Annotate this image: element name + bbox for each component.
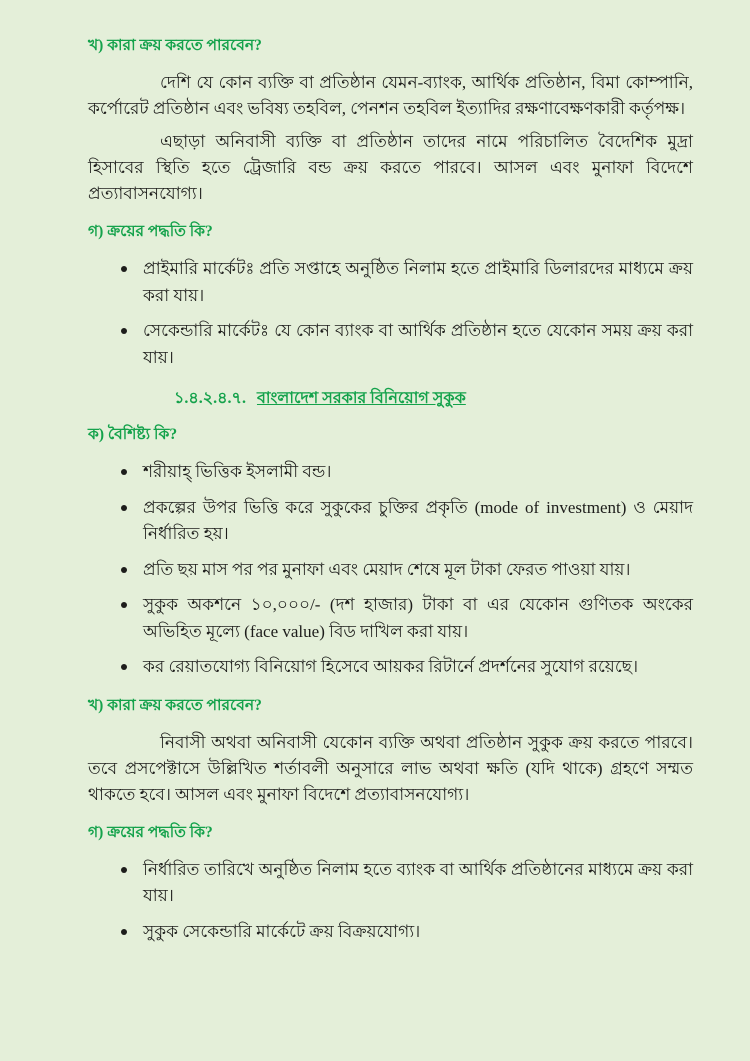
- list-item-text: শরীয়াহ্ ভিত্তিক ইসলামী বন্ড।: [143, 462, 332, 481]
- list-item: [88, 459, 693, 486]
- paragraph-resident-buyers: দেশি যে কোন ব্যক্তি বা প্রতিষ্ঠান যেমন-ব্যাংক, আর্থিক প্রতিষ্ঠান, বিমা কোম্পানি, কর্পোরেট প্রতিষ্ঠান এবং ভবিষ্য তহবিল, পেনশন তহবিল ইত্যাদির রক্ষণাবেক্ষণকারী কর্তৃপক্ষ।: [88, 73, 693, 118]
- list-item: [88, 919, 693, 946]
- paragraph-sukuk-buyers: নিবাসী অথবা অনিবাসী যেকোন ব্যক্তি অথবা প্রতিষ্ঠান সুকুক ক্রয় করতে পারবে। তবে প্রসপেক্টাসে উল্লিখিত শর্তাবলী অনুসারে লাভ অথবা ক্ষতি (যদি থাকে) গ্রহণে সম্মত থাকতে হবে। আসল এবং মুনাফা বিদেশে প্রত্যাবাসনযোগ্য।: [88, 732, 693, 804]
- bullet-dot-icon: [121, 929, 127, 935]
- list-item-text: কর রেয়াতযোগ্য বিনিয়োগ হিসেবে আয়কর রিটার্নে প্রদর্শনের সুযোগ রয়েছে।: [143, 657, 639, 676]
- list-item: [88, 557, 693, 584]
- list-item-text: সেকেন্ডারি মার্কেটঃ যে কোন ব্যাংক বা আর্থিক প্রতিষ্ঠান হতে যেকোন সময় ক্রয় করা যায়।: [143, 321, 693, 367]
- bullet-dot-icon: [121, 867, 127, 873]
- list-item: [88, 256, 693, 309]
- heading-purchase-method-sukuk: গ) ক্রয়ের পদ্ধতি কি?: [88, 823, 213, 841]
- bullet-list-features-sukuk: [88, 459, 693, 681]
- list-item-text: প্রতি ছয় মাস পর পর মুনাফা এবং মেয়াদ শেষে মূল টাকা ফেরত পাওয়া যায়।: [143, 559, 631, 579]
- list-item-text: সুকুক অকশনে ১০,০০০/- (দশ হাজার) টাকা বা এর যেকোন গুণিতক অংকের অভিহিত মূল্যে (face value) বিড দাখিল করা যায়।: [143, 595, 693, 641]
- heading-who-can-buy-treasury: খ) কারা ক্রয় করতে পারবেন?: [88, 37, 262, 54]
- bullet-dot-icon: [121, 602, 127, 608]
- list-item: [88, 857, 693, 910]
- bullet-list-purchase-method-treasury: [88, 256, 693, 371]
- list-item-text: প্রকল্পের উপর ভিত্তি করে সুকুকের চুক্তির প্রকৃতি (mode of investment) ও মেয়াদ নির্ধারিত হয়।: [143, 497, 693, 543]
- heading-who-can-buy-sukuk: খ) কারা ক্রয় করতে পারবেন?: [88, 696, 262, 714]
- list-item: [88, 654, 693, 681]
- paragraph-nonresident-buyers: এছাড়া অনিবাসী ব্যক্তি বা প্রতিষ্ঠান তাদের নামে পরিচালিত বৈদেশিক মুদ্রা হিসাবের স্থিতি হতে ট্রেজারি বন্ড ক্রয় করতে পারবে। আসল এবং মুনাফা বিদেশে প্রত্যাবাসনযোগ্য।: [88, 132, 693, 203]
- list-item-text: সুকুক সেকেন্ডারি মার্কেটে ক্রয় বিক্রয়যোগ্য।: [143, 921, 421, 941]
- list-item: [88, 318, 693, 371]
- list-item: [88, 592, 693, 645]
- section-title-sukuk: বাংলাদেশ সরকার বিনিয়োগ সুকুক: [256, 390, 466, 407]
- section-title-row: [174, 388, 693, 410]
- bullet-dot-icon: [121, 328, 127, 334]
- bullet-list-purchase-method-sukuk: [88, 857, 693, 946]
- list-item: [88, 495, 693, 548]
- bullet-dot-icon: [121, 266, 127, 272]
- list-item-text: নির্ধারিত তারিখে অনুষ্ঠিত নিলাম হতে ব্যাংক বা আর্থিক প্রতিষ্ঠানের মাধ্যমে ক্রয় করা যায়।: [143, 859, 693, 905]
- heading-features-sukuk: ক) বৈশিষ্ট্য কি?: [88, 426, 178, 443]
- bullet-dot-icon: [121, 664, 127, 670]
- bullet-dot-icon: [121, 567, 127, 573]
- heading-purchase-method-treasury: গ) ক্রয়ের পদ্ধতি কি?: [88, 223, 213, 240]
- bullet-dot-icon: [121, 505, 127, 511]
- list-item-text: প্রাইমারি মার্কেটঃ প্রতি সপ্তাহে অনুষ্ঠিত নিলাম হতে প্রাইমারি ডিলারদের মাধ্যমে ক্রয় করা যায়।: [143, 259, 693, 305]
- section-number: ১.৪.২.৪.৭.: [174, 390, 246, 407]
- bullet-dot-icon: [121, 469, 127, 475]
